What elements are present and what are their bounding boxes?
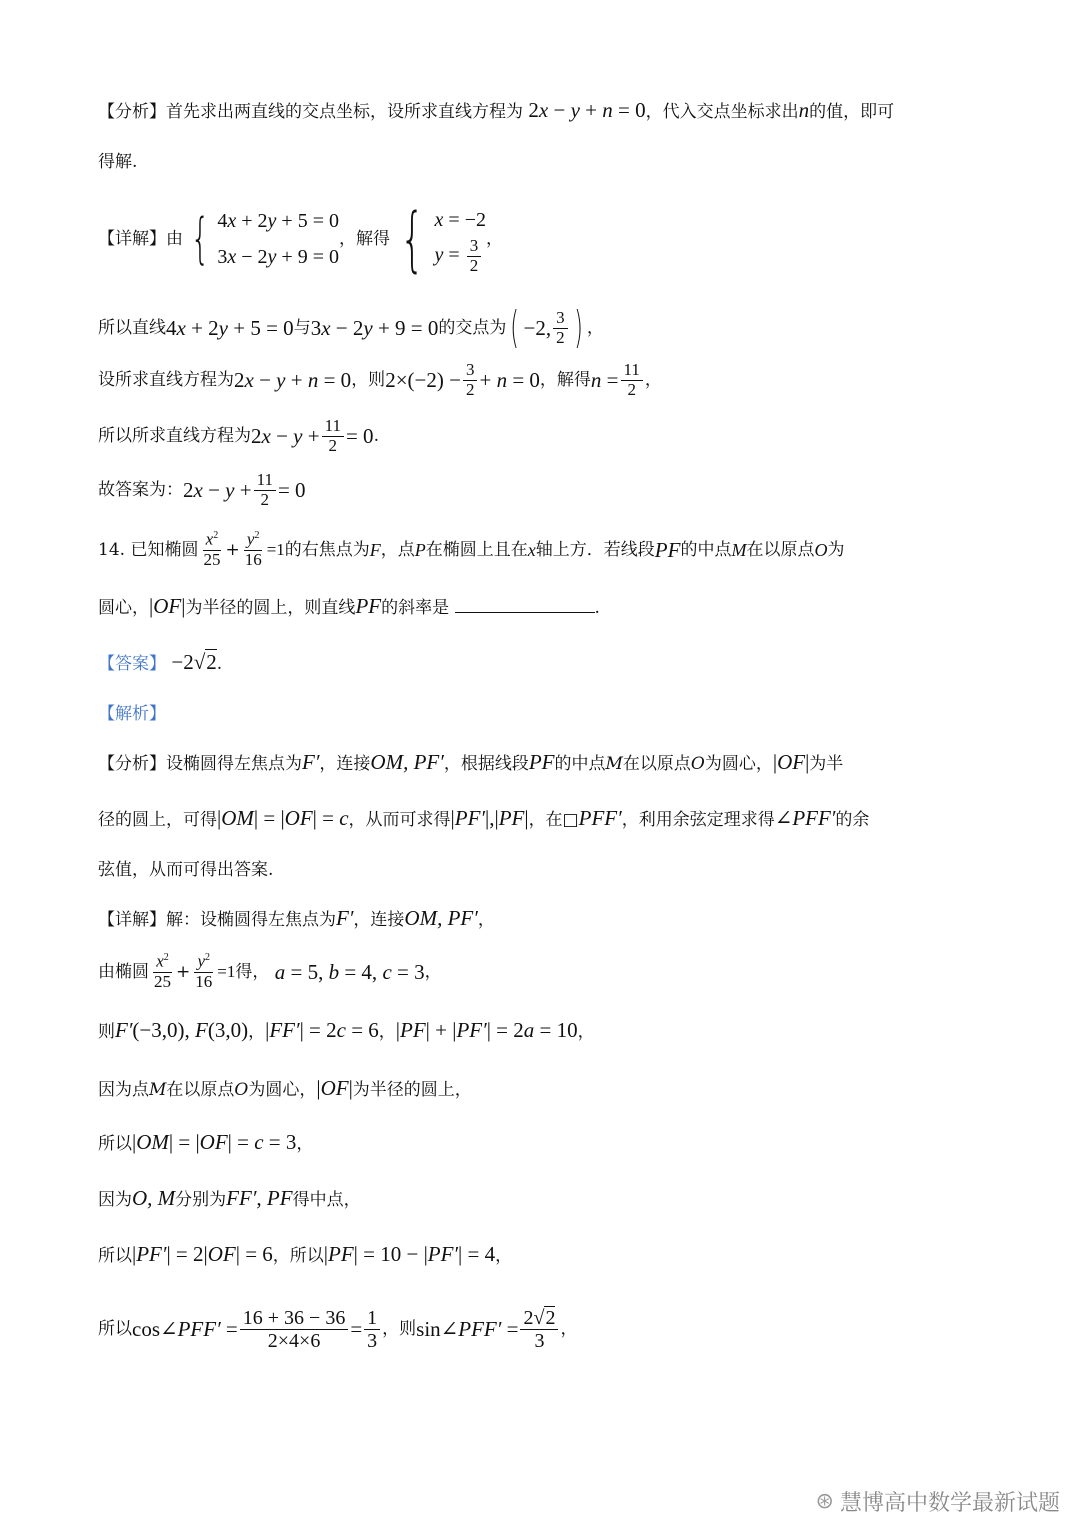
var-n: n	[798, 98, 810, 122]
q13-solve-n: 设所求直线方程为 2x − y + n = 0 ，则 2×(−2) − $\frac{3}{2}$ + n = 0 ，解得 n = $\frac{11}{2}$ ，	[98, 359, 662, 399]
q13-answer: 故答案为： 2x − y + $\frac{11}{2}$ = 0	[98, 469, 306, 509]
q14-detail-line8: 所以 cos∠PFF′ = $\frac{16 + 36 - 36}{2\times 4\times 6}$ = $\frac{1}{3}$ ，则 sin∠PFF′ = $\frac{2√2}{3}$ ，	[98, 1306, 578, 1352]
q14-detail-line4: 因为点M在以原点O为圆心，|OF|为半径的圆上，	[98, 1076, 472, 1100]
equation-system: { 4x + 2y + 5 = 0 3x − 2y + 9 = 0	[183, 203, 339, 275]
solution-system: { x = −2 y = $\frac{3}{2}$	[400, 198, 486, 280]
q14-detail-line2: 由椭圆 $x^2$ 25 + $\frac{y^2}{16}$ =1 得， a = 5, b = 4, c = 3 ，	[98, 952, 442, 991]
analysis-label: 【分析】	[98, 102, 166, 122]
q14-detail-line5: 所以|OM| = |OF| = c = 3，	[98, 1130, 314, 1154]
q13-analysis-line2: 得解.	[98, 152, 138, 172]
q14-analysis-line1: 【分析】设椭圆得左焦点为F′，连接OM, PF′，根据线段PF的中点M在以原点O为圆心，|OF|为半	[98, 750, 844, 774]
answer-value: −2√2	[171, 650, 217, 674]
equation-2: 3x − 2y + 9 = 0	[217, 246, 339, 268]
detail-label: 【详解】	[98, 229, 166, 249]
detail-text: 由	[166, 229, 183, 249]
q14-detail-line3: 则F′(−3,0), F(3,0)，|FF′| = 2c = 6，|PF| + |PF′| = 2a = 10，	[98, 1018, 595, 1042]
analysis-text: ，代入交点坐标求出	[645, 102, 799, 122]
q14-detail-line1: 【详解】解：设椭圆得左焦点为F′，连接OM, PF′，	[98, 906, 495, 930]
watermark: ⊛ 慧博高中数学最新试题	[815, 1489, 1060, 1516]
equation-1: 4x + 2y + 5 = 0	[217, 210, 339, 232]
q13-result: 所以所求直线方程为 2x − y + $\frac{11}{2}$ = 0 .	[98, 415, 379, 455]
detail-text: ，解得	[338, 229, 390, 249]
analysis-text: 的值，即可	[809, 102, 895, 122]
q14-detail-line6: 因为O, M分别为FF′, PF得中点，	[98, 1186, 361, 1210]
q14-analysis-line3: 弦值，从而可得出答案.	[98, 860, 274, 880]
equation: 2x − y + n = 0	[528, 98, 646, 122]
answer-blank	[455, 594, 595, 613]
q13-analysis-line1	[98, 98, 894, 124]
analysis-text: 首先求出两直线的交点坐标，设所求直线方程为	[166, 102, 523, 122]
q13-intersection: 所以直线 4x + 2y + 5 = 0 与 3x − 2y + 9 = 0 的交点为 ( −2, 3 2 ) ，	[98, 302, 604, 353]
q13-detail-system: 【详解】 由 { 4x + 2y + 5 = 0 3x − 2y + 9 = 0 ，解得 { x = −2 y = $\frac{3}{2}$ ，	[98, 198, 503, 280]
q14-analysis-line2: 径的圆上，可得|OM| = |OF| = c，从而可求得|PF′|,|PF|，在□PFF′，利用余弦定理求得∠PFF′的余	[98, 806, 870, 830]
q14-detail-line7: 所以|PF′| = 2|OF| = 6，所以|PF| = 10 − |PF′| = 4，	[98, 1242, 513, 1266]
q14-answer: 【答案】 −2√2.	[98, 650, 223, 674]
wechat-icon: ⊛	[815, 1489, 834, 1514]
q14-stem-line2: 圆心，|OF|为半径的圆上，则直线PF的斜率是 .	[98, 594, 600, 618]
q14-stem-line1: 14. 已知椭圆 $x^2$ 25 + $\frac{y^2}{16}$ =1 的右焦点为 F ，点 P 在椭圆上且在 x 轴上方．若线段 PF 的中点 M 在以原点 O 为	[98, 530, 845, 569]
answer-label: 【答案】	[98, 654, 166, 674]
question-number: 14.	[98, 540, 126, 560]
q14-jiexi-label: 【解析】	[98, 704, 166, 724]
